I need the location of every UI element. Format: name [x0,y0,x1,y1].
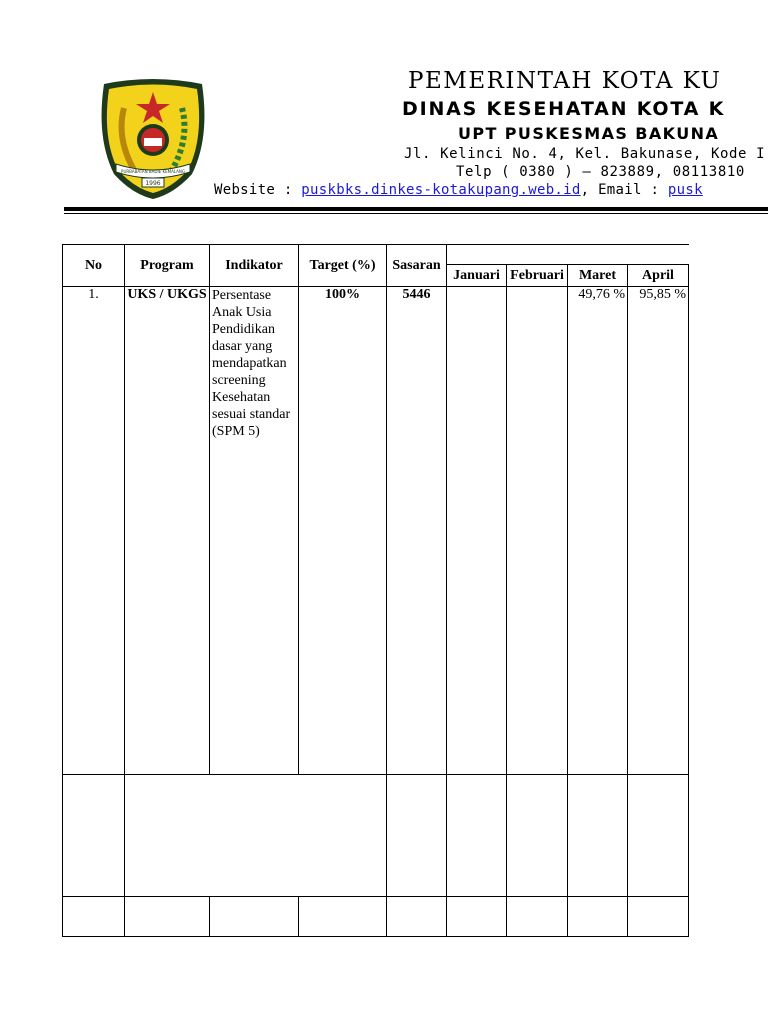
empty-cell [210,897,299,937]
cell-april: 95,85 % [628,287,689,775]
unit-title: UPT PUSKESMAS BAKUNA [458,124,720,143]
cell-maret: 49,76 % [568,287,628,775]
empty-cell-merged [125,775,387,897]
website-link[interactable]: puskbks.dinkes-kotakupang.web.id [301,182,581,198]
month-group-header [447,245,689,265]
empty-cell [447,897,507,937]
table-row [63,287,689,775]
program-report-table [62,244,689,937]
email-link[interactable]: pusk [667,182,703,198]
empty-cell [387,897,447,937]
header-row-top [63,245,689,265]
letterhead-rule-thick [64,207,768,211]
col-header-no: No [63,245,125,287]
col-header-program: Program [125,245,210,287]
empty-cell [507,897,568,937]
col-header-indikator: Indikator [210,245,299,287]
empty-cell [63,775,125,897]
website-label: Website : [214,182,302,198]
email-label: , Email : [580,182,668,198]
cell-program: UKS / UKGS [125,287,210,775]
table-row-empty [63,775,689,897]
empty-cell [63,897,125,937]
col-header-februari: Februari [507,265,568,287]
empty-cell [447,775,507,897]
city-emblem-logo [94,78,212,200]
col-header-april: April [628,265,689,287]
empty-cell [387,775,447,897]
cell-indikator: Persentase Anak Usia Pendidikan dasar yang mendapatkan screening Kesehatan sesuai standar (SPM 5) [210,287,299,775]
contact-line [214,182,703,198]
government-title: PEMERINTAH KOTA KU [408,68,722,94]
col-header-maret: Maret [568,265,628,287]
col-header-target: Target (%) [299,245,387,287]
table-row-empty [63,897,689,937]
empty-cell [125,897,210,937]
empty-cell [568,897,628,937]
empty-cell [568,775,628,897]
col-header-sasaran: Sasaran [387,245,447,287]
svg-text:1996: 1996 [145,180,161,187]
cell-target: 100% [299,287,387,775]
cell-februari [507,287,568,775]
empty-cell [299,897,387,937]
col-header-januari: Januari [447,265,507,287]
empty-cell [628,897,689,937]
phone-line: Telp ( 0380 ) – 823889, 08113810 [456,164,745,180]
address-line: Jl. Kelinci No. 4, Kel. Bakunase, Kode I [404,146,766,162]
department-title: DINAS KESEHATAN KOTA K [402,98,726,120]
svg-text:PURBABATAN BADIE KEMALANG: PURBABATAN BADIE KEMALANG [121,169,185,174]
empty-cell [507,775,568,897]
cell-no: 1. [63,287,125,775]
cell-sasaran: 5446 [387,287,447,775]
letterhead-rule-thin [64,213,768,214]
cell-januari [447,287,507,775]
letterhead [200,68,768,208]
empty-cell [628,775,689,897]
